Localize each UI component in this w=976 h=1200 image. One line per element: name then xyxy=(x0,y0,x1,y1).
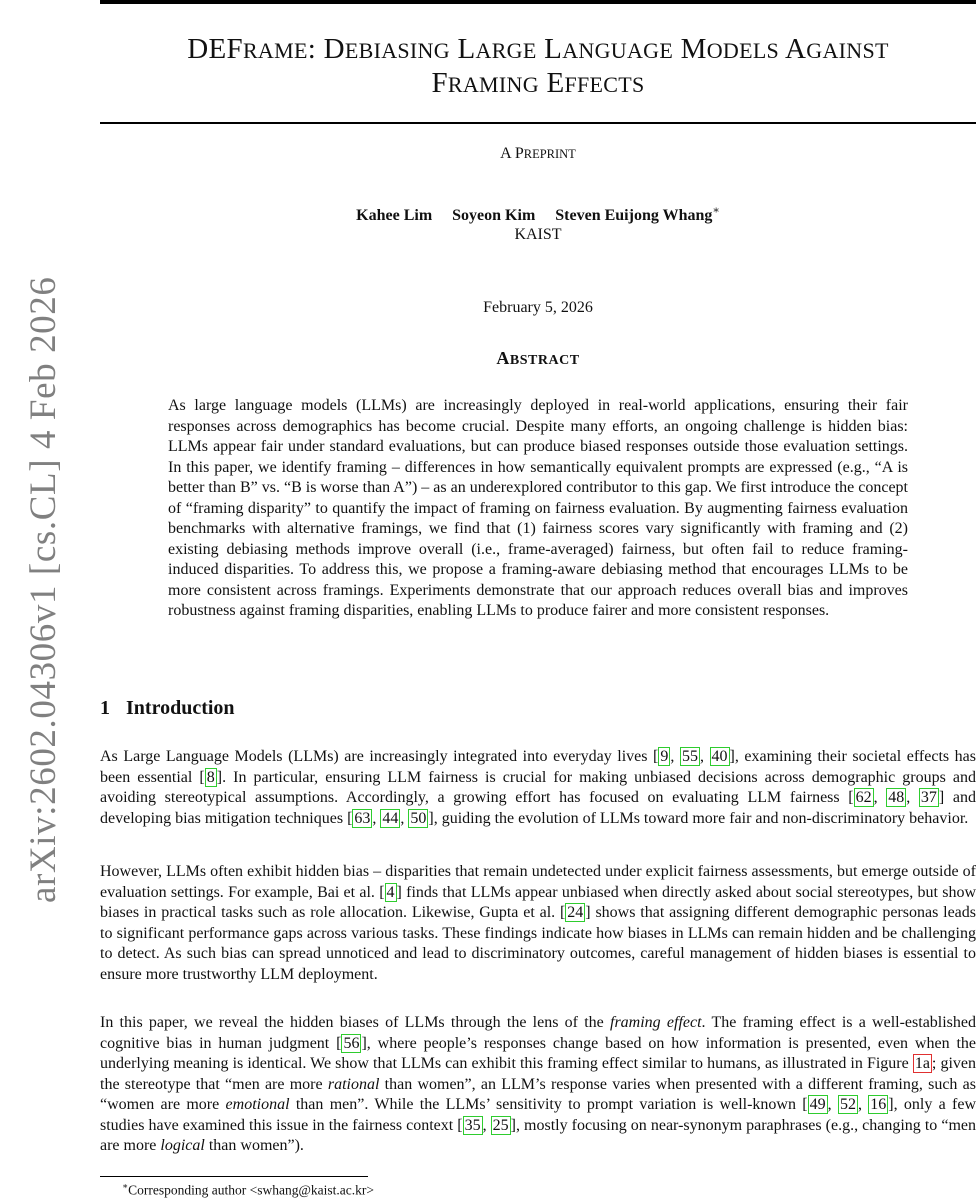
paragraph-2: However, LLMs often exhibit hidden bias – disparities that remain undetected under explicit fairness assessments, but emerge outside of evaluation settings. For example, Bai et al. [ 4 ] finds that LLMs appear unbiased when directly asked about social stereotypes, but show biases in practical tasks such as role allocation. Likewise, Gupta et al. [ 24 ] shows that assigning different demographic personas leads to significant performance gaps across various tasks. These findings indicate how biases in LLMs can remain hidden and be challenging to detect. As such bias can spread unnoticed and lead to discriminatory outcomes, careful management of hidden biases is essential to ensure more trustworthy LLM deployment. xyxy=(100,863,976,983)
citation-link[interactable]: 35 xyxy=(464,1116,481,1134)
abstract-heading: ABSTRACT xyxy=(496,348,580,368)
citation-link[interactable]: 49 xyxy=(809,1096,826,1113)
citation-link[interactable]: 48 xyxy=(888,789,905,806)
citation-link[interactable]: 52 xyxy=(839,1096,856,1113)
citation-link[interactable]: 62 xyxy=(855,789,872,806)
author-name: Kahee Lim xyxy=(356,207,433,225)
citation-link[interactable]: 55 xyxy=(681,748,698,765)
paragraph-1: As Large Language Models (LLMs) are increasingly integrated into everyday lives [ 9 , 55 , 40 ], examining their societal effects has been essential [ 8 ]. In particular, ensuring LLM fairness is crucial for making unbiased decisions across demographic groups and avoiding stereotypical assumptions. Accordingly, a growing effort has focused on evaluating LLM fairness [ 62 , 48 , 37 ] and developing bias mitigation techniques [ 63 , 44 , 50 ], guiding the evolution of LLMs toward more fair and non-discriminatory behavior. xyxy=(100,748,976,827)
citation-link[interactable]: 8 xyxy=(206,768,215,786)
citation-link[interactable]: 44 xyxy=(382,809,399,827)
title-line-1: DEFRAME: DEBIASING LARGE LANGUAGE MODELS AGAINST xyxy=(187,33,889,65)
citation-link[interactable]: 4 xyxy=(386,883,395,901)
citation-link[interactable]: 24 xyxy=(567,904,584,921)
paragraph-3: In this paper, we reveal the hidden biases of LLMs through the lens of the framing effect. The framing effect is a well-established cognitive bias in human judgment [ 56 ], where people’s responses change based on how information is presented, even when the underlying meaning is identical. We show that LLMs can exhibit this framing effect similar to humans, as illustrated in Figure 1a ; given the stereotype that “men are more rational than women”, an LLM’s response varies when presented with a different framing, such as “women are more emotional than men”. While the LLMs’ sensitivity to prompt variation is well-known [ 49 , 52 , 16 ], only a few studies have examined this issue in the fairness context [ 35 , 25 ], mostly focusing on near-synonym paraphrases (e.g., changing to “men are more logical than women”). xyxy=(100,1014,976,1154)
citation-link[interactable]: 63 xyxy=(354,809,371,827)
title-bottom-rule xyxy=(100,122,976,124)
paper-date: February 5, 2026 xyxy=(483,299,593,316)
footnote: ∗Corresponding author <swhang@kaist.ac.kr> xyxy=(122,1181,374,1198)
citation-link[interactable]: 50 xyxy=(410,809,427,827)
footnote-rule xyxy=(100,1176,368,1177)
author-name: Steven Euijong Whang∗ xyxy=(555,205,720,225)
preprint-label: A PREPRINT xyxy=(500,145,576,162)
author-name: Soyeon Kim xyxy=(452,207,536,225)
figure-link[interactable]: 1a xyxy=(914,1055,930,1072)
paper-title xyxy=(100,33,976,101)
abstract-body: As large language models (LLMs) are increasingly deployed in real-world applications, ensuring their fair responses across demographics has become crucial. Despite many efforts, an ongoing challenge is hidden bias: LLMs appear fair under standard evaluations, but can produce biased responses outside those evaluation settings. In this paper, we identify framing – differences in how semantically equivalent prompts are expressed (e.g., “A is better than B” vs. “B is worse than A”) – as an underexplored contributor to this gap. We first introduce the concept of “framing disparity” to quantify the impact of framing on fairness evaluation. By augmenting fairness evaluation benchmarks with alternative framings, we find that (1) fairness scores vary significantly with framing and (2) existing debiasing methods improve overall (i.e., frame-averaged) fairness, but often fail to reduce framing-induced disparities. To address this, we propose a framing-aware debiasing method that encourages LLMs to be more consistent across framings. Experiments demonstrate that our approach reduces overall bias and improves robustness against framing disparities, enabling LLMs to produce fairer and more consistent responses. xyxy=(168,397,908,619)
section-heading: 1 Introduction xyxy=(100,697,235,719)
citation-link[interactable]: 25 xyxy=(492,1116,509,1134)
arxiv-identifier: arXiv:2602.04306v1 [cs.CL] 4 Feb 2026 xyxy=(23,276,64,903)
citation-link[interactable]: 16 xyxy=(870,1096,887,1113)
citation-link[interactable]: 9 xyxy=(660,748,669,765)
affiliation: KAIST xyxy=(514,226,562,243)
citation-link[interactable]: 56 xyxy=(343,1034,360,1052)
title-line-2: FRAMING EFFECTS xyxy=(431,67,645,99)
citation-link[interactable]: 37 xyxy=(920,789,937,806)
citation-link[interactable]: 40 xyxy=(711,748,728,765)
top-rule xyxy=(100,0,976,4)
author-list xyxy=(100,204,976,225)
